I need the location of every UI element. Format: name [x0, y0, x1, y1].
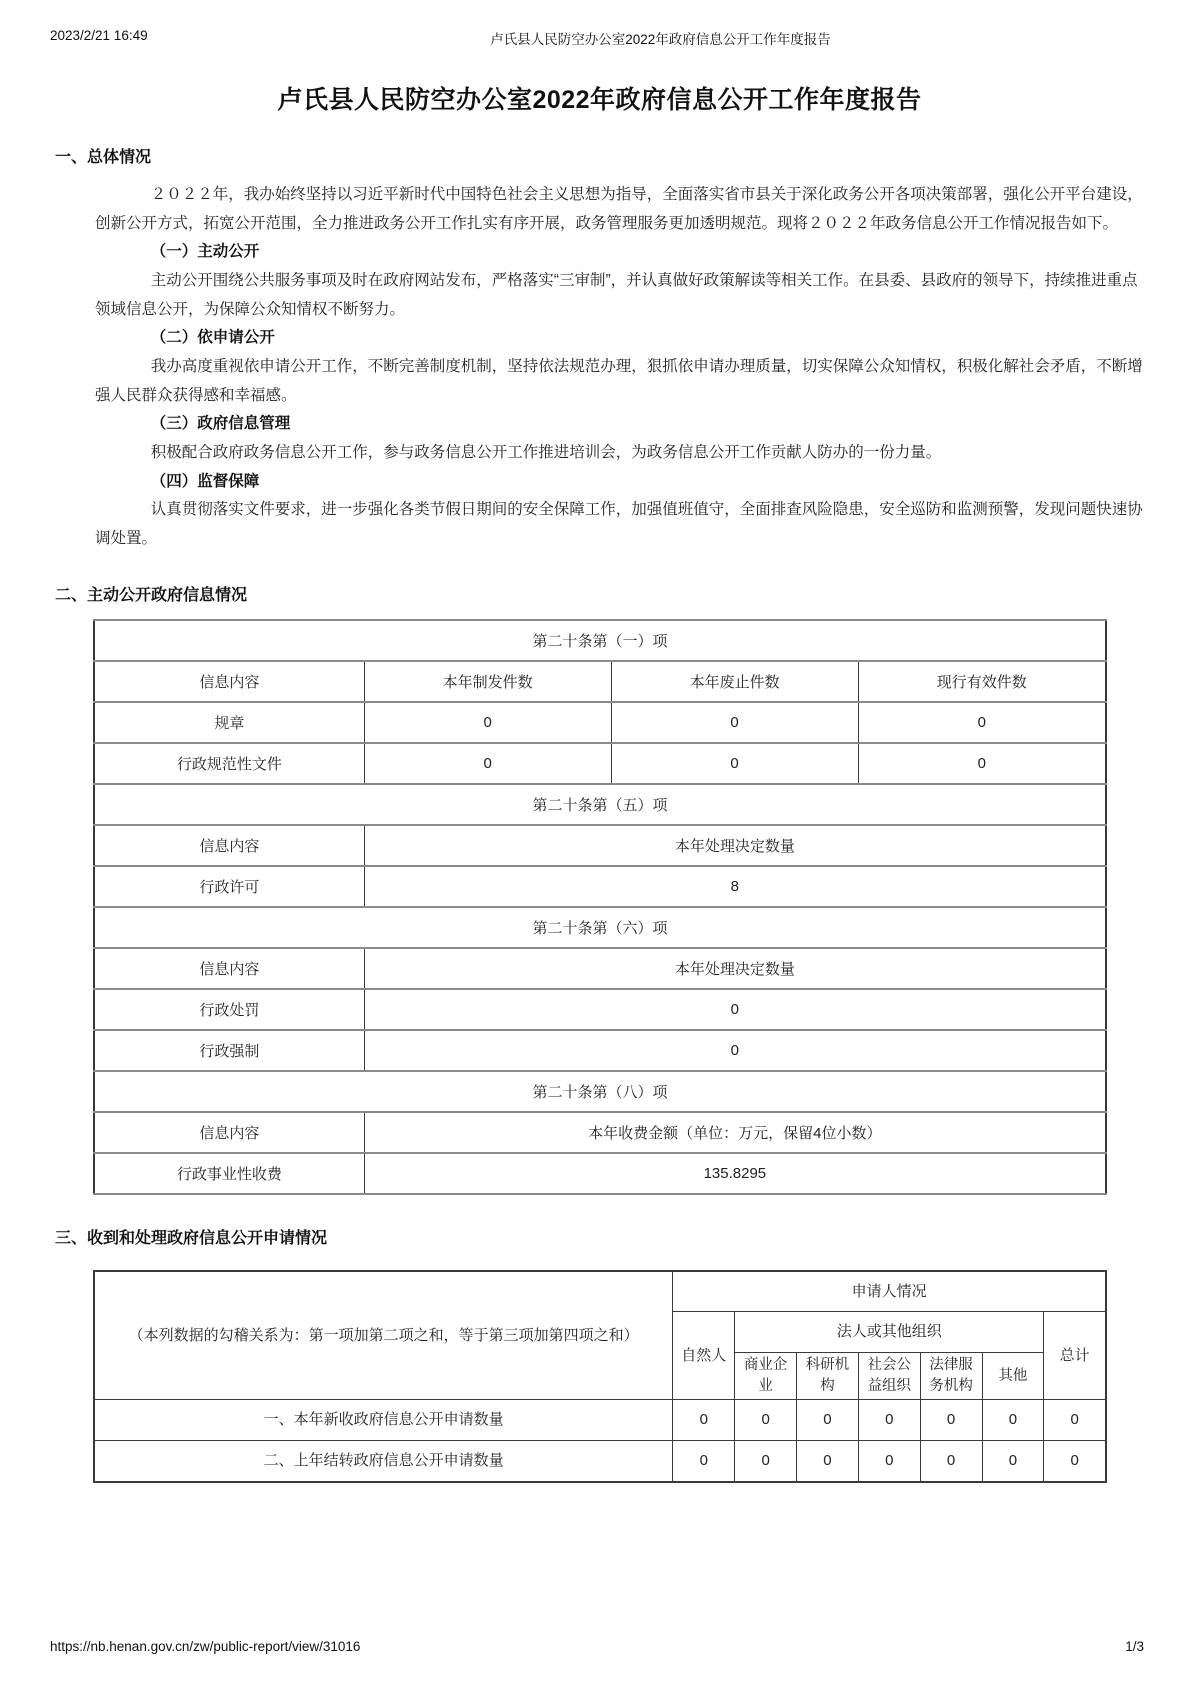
value-cell: 0 — [735, 1400, 797, 1441]
row-label: 行政规范性文件 — [94, 743, 364, 784]
header-cell: 现行有效件数 — [858, 661, 1106, 702]
total-header-cell: 总计 — [1044, 1312, 1106, 1400]
subsection4-body: 认真贯彻落实文件要求，进一步强化各类节假日期间的安全保障工作，加强值班值守，全面排查风险隐患，安全巡防和监测预警，发现问题快速协调处置。 — [95, 501, 1143, 548]
table-row — [94, 784, 1106, 825]
value-cell: 0 — [982, 1400, 1044, 1441]
value-cell: 0 — [858, 1441, 920, 1482]
value-cell: 0 — [611, 743, 858, 784]
table-row — [94, 825, 1106, 866]
value-cell: 0 — [797, 1441, 859, 1482]
value-cell: 8 — [364, 866, 1106, 907]
value-cell: 0 — [673, 1441, 735, 1482]
print-header-title: 卢氏县人民防空办公室2022年政府信息公开工作年度报告 — [490, 32, 831, 47]
value-cell: 0 — [364, 743, 611, 784]
value-cell: 0 — [611, 702, 858, 743]
value-cell: 0 — [858, 702, 1106, 743]
header-cell: 信息内容 — [94, 1112, 364, 1153]
table-row — [94, 661, 1106, 702]
reconciliation-note: （本列数据的勾稽关系为：第一项加第二项之和，等于第三项加第四项之和） — [94, 1271, 673, 1400]
application-table — [93, 1270, 1107, 1483]
table-row — [94, 866, 1106, 907]
print-timestamp: 2023/2/21 16:49 — [50, 28, 148, 43]
section3-heading: 三、收到和处理政府信息公开申请情况 — [55, 1229, 328, 1247]
print-header — [50, 28, 1149, 48]
header-cell: 信息内容 — [94, 661, 364, 702]
page-title: 卢氏县人民防空办公室2022年政府信息公开工作年度报告 — [277, 86, 922, 114]
row-label: 行政事业性收费 — [94, 1153, 364, 1194]
part8-title-cell: 第二十条第（八）项 — [94, 1071, 1106, 1112]
header-cell: 本年废止件数 — [611, 661, 858, 702]
subsection2-heading: （二）依申请公开 — [150, 329, 275, 347]
row-label: 行政处罚 — [94, 989, 364, 1030]
section2-heading: 二、主动公开政府信息情况 — [55, 586, 248, 604]
table-row — [94, 1030, 1106, 1071]
row-label: 行政许可 — [94, 866, 364, 907]
natural-person-cell: 自然人 — [673, 1312, 735, 1400]
value-cell: 0 — [1044, 1441, 1106, 1482]
table-row — [94, 620, 1106, 661]
section1-body — [95, 181, 1144, 554]
value-cell: 0 — [920, 1400, 982, 1441]
row-label: 行政强制 — [94, 1030, 364, 1071]
subsection3-body: 积极配合政府政务信息公开工作，参与政务信息公开工作推进培训会，为政务信息公开工作贡献人防办的一份力量。 — [150, 444, 942, 462]
subsection4-heading: （四）监督保障 — [150, 472, 260, 490]
footer-url: https://nb.henan.gov.cn/zw/public-report/view/31016 — [50, 1639, 361, 1654]
value-cell: 0 — [364, 702, 611, 743]
value-cell: 0 — [797, 1400, 859, 1441]
header-cell: 本年处理决定数量 — [364, 825, 1106, 866]
row-label: 二、上年结转政府信息公开申请数量 — [94, 1441, 673, 1482]
table-row — [94, 702, 1106, 743]
value-cell: 0 — [364, 989, 1106, 1030]
legal-col-cell: 法律服务机构 — [920, 1353, 982, 1400]
table-row — [94, 1112, 1106, 1153]
legal-col-cell: 其他 — [982, 1353, 1044, 1400]
table-row — [94, 743, 1106, 784]
value-cell: 0 — [982, 1441, 1044, 1482]
subsection1-body: 主动公开围绕公共服务事项及时在政府网站发布，严格落实“三审制”，并认真做好政策解读等相关工作。在县委、县政府的领导下，持续推进重点领域信息公开，为保障公众知情权不断努力。 — [95, 272, 1138, 318]
value-cell: 0 — [673, 1400, 735, 1441]
header-cell: 本年制发件数 — [364, 661, 611, 702]
value-cell: 0 — [1044, 1400, 1106, 1441]
disclosure-table — [93, 619, 1107, 1195]
legal-group-cell: 法人或其他组织 — [735, 1312, 1044, 1353]
header-cell: 信息内容 — [94, 948, 364, 989]
row-label: 一、本年新收政府信息公开申请数量 — [94, 1400, 673, 1441]
value-cell: 0 — [858, 743, 1106, 784]
row-label: 规章 — [94, 702, 364, 743]
legal-col-cell: 社会公益组织 — [858, 1353, 920, 1400]
print-footer — [50, 1639, 1144, 1654]
subsection2-body: 我办高度重视依申请公开工作，不断完善制度机制，坚持依法规范办理，狠抓依申请办理质量，切实保障公众知情权，积极化解社会矛盾，不断增强人民群众获得感和幸福感。 — [95, 358, 1143, 404]
intro-paragraph: ２０２２年，我办始终坚持以习近平新时代中国特色社会主义思想为指导，全面落实省市县关于深化政务公开各项决策部署，强化公开平台建设，创新公开方式，拓宽公开范围，全力推进政务公开工作扎实有序开展，政务管理服务更加透明规范。现将２０２２年政务信息公开工作情况报告如下。 — [95, 186, 1143, 232]
table-row — [94, 907, 1106, 948]
value-cell: 0 — [920, 1441, 982, 1482]
value-cell: 0 — [735, 1441, 797, 1482]
header-cell: 信息内容 — [94, 825, 364, 866]
part5-title-cell: 第二十条第（五）项 — [94, 784, 1106, 825]
part1-title-cell: 第二十条第（一）项 — [94, 620, 1106, 661]
table-row — [94, 1441, 1106, 1482]
subsection3-heading: （三）政府信息管理 — [150, 415, 291, 433]
page-number: 1/3 — [1125, 1639, 1144, 1654]
value-cell: 0 — [858, 1400, 920, 1441]
part6-title-cell: 第二十条第（六）项 — [94, 907, 1106, 948]
subsection1-heading: （一）主动公开 — [150, 243, 260, 261]
table-row — [94, 1400, 1106, 1441]
table-row — [94, 1071, 1106, 1112]
legal-col-cell: 科研机构 — [797, 1353, 859, 1400]
section1-heading: 一、总体情况 — [55, 149, 152, 166]
header-cell: 本年收费金额（单位：万元，保留4位小数） — [364, 1112, 1106, 1153]
report-content — [55, 144, 1144, 1483]
table-row — [94, 1153, 1106, 1194]
value-cell: 0 — [364, 1030, 1106, 1071]
legal-col-cell: 商业企业 — [735, 1353, 797, 1400]
table-row — [94, 948, 1106, 989]
value-cell: 135.8295 — [364, 1153, 1106, 1194]
table-row — [94, 1271, 1106, 1312]
table-row — [94, 989, 1106, 1030]
applicant-header-cell: 申请人情况 — [673, 1271, 1106, 1312]
header-cell: 本年处理决定数量 — [364, 948, 1106, 989]
